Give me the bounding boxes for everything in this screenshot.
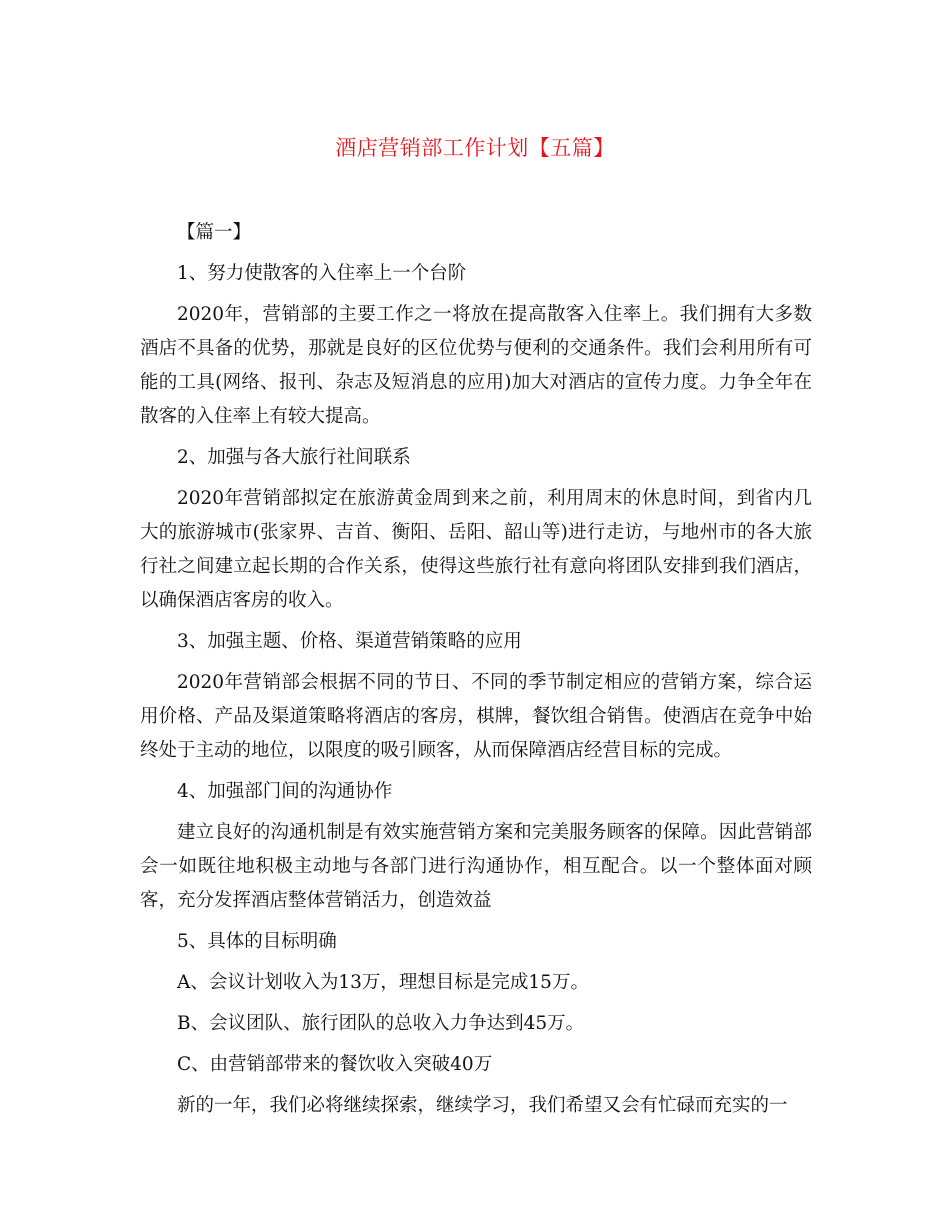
- item-heading-4: 4、加强部门间的沟通协作: [177, 781, 393, 802]
- item-heading-1: 1、努力使散客的入住率上一个台阶: [177, 263, 467, 284]
- item-heading-2: 2、加强与各大旅行社间联系: [177, 447, 411, 468]
- paragraph-4: 建立良好的沟通机制是有效实施营销方案和完美服务顾客的保障。因此营销部会一如既往地积极主动地与各部门进行沟通协作，相互配合。以一个整体面对顾客，充分发挥酒店整体营销活力，创造效益: [140, 822, 812, 911]
- item-heading-3: 3、加强主题、价格、渠道营销策略的应用: [177, 631, 522, 652]
- document-body: [140, 216, 812, 1123]
- target-item-c: C、由营销部带来的餐饮收入突破40万: [177, 1054, 493, 1075]
- target-item-a: A、会议计划收入为13万，理想目标是完成15万。: [177, 972, 589, 993]
- item-heading-5: 5、具体的目标明确: [177, 931, 337, 952]
- paragraph-1: 2020年，营销部的主要工作之一将放在提高散客入住率上。我们拥有大多数酒店不具备的优势，那就是良好的区位优势与便利的交通条件。我们会利用所有可能的工具(网络、报刊、杂志及短消息的应用)加大对酒店的宣传力度。力争全年在散客的入住率上有较大提高。: [140, 304, 812, 427]
- paragraph-2: 2020年营销部拟定在旅游黄金周到来之前，利用周末的休息时间，到省内几大的旅游城市(张家界、吉首、衡阳、岳阳、韶山等)进行走访，与地州市的各大旅行社之间建立起长期的合作关系，使得这些旅行社有意向将团队安排到我们酒店，以确保酒店客房的收入。: [140, 488, 812, 611]
- document-title: 酒店营销部工作计划【五篇】: [335, 136, 615, 160]
- section-heading-part-one: 【篇一】: [177, 222, 252, 243]
- paragraph-3: 2020年营销部会根据不同的节日、不同的季节制定相应的营销方案，综合运用价格、产品及渠道策略将酒店的客房，棋牌，餐饮组合销售。使酒店在竞争中始终处于主动的地位，以限度的吸引顾客，从而保障酒店经营目标的完成。: [140, 672, 812, 761]
- closing-paragraph: 新的一年，我们必将继续探索，继续学习，我们希望又会有忙碌而充实的一: [177, 1095, 788, 1116]
- target-item-b: B、会议团队、旅行团队的总收入力争达到45万。: [177, 1013, 585, 1034]
